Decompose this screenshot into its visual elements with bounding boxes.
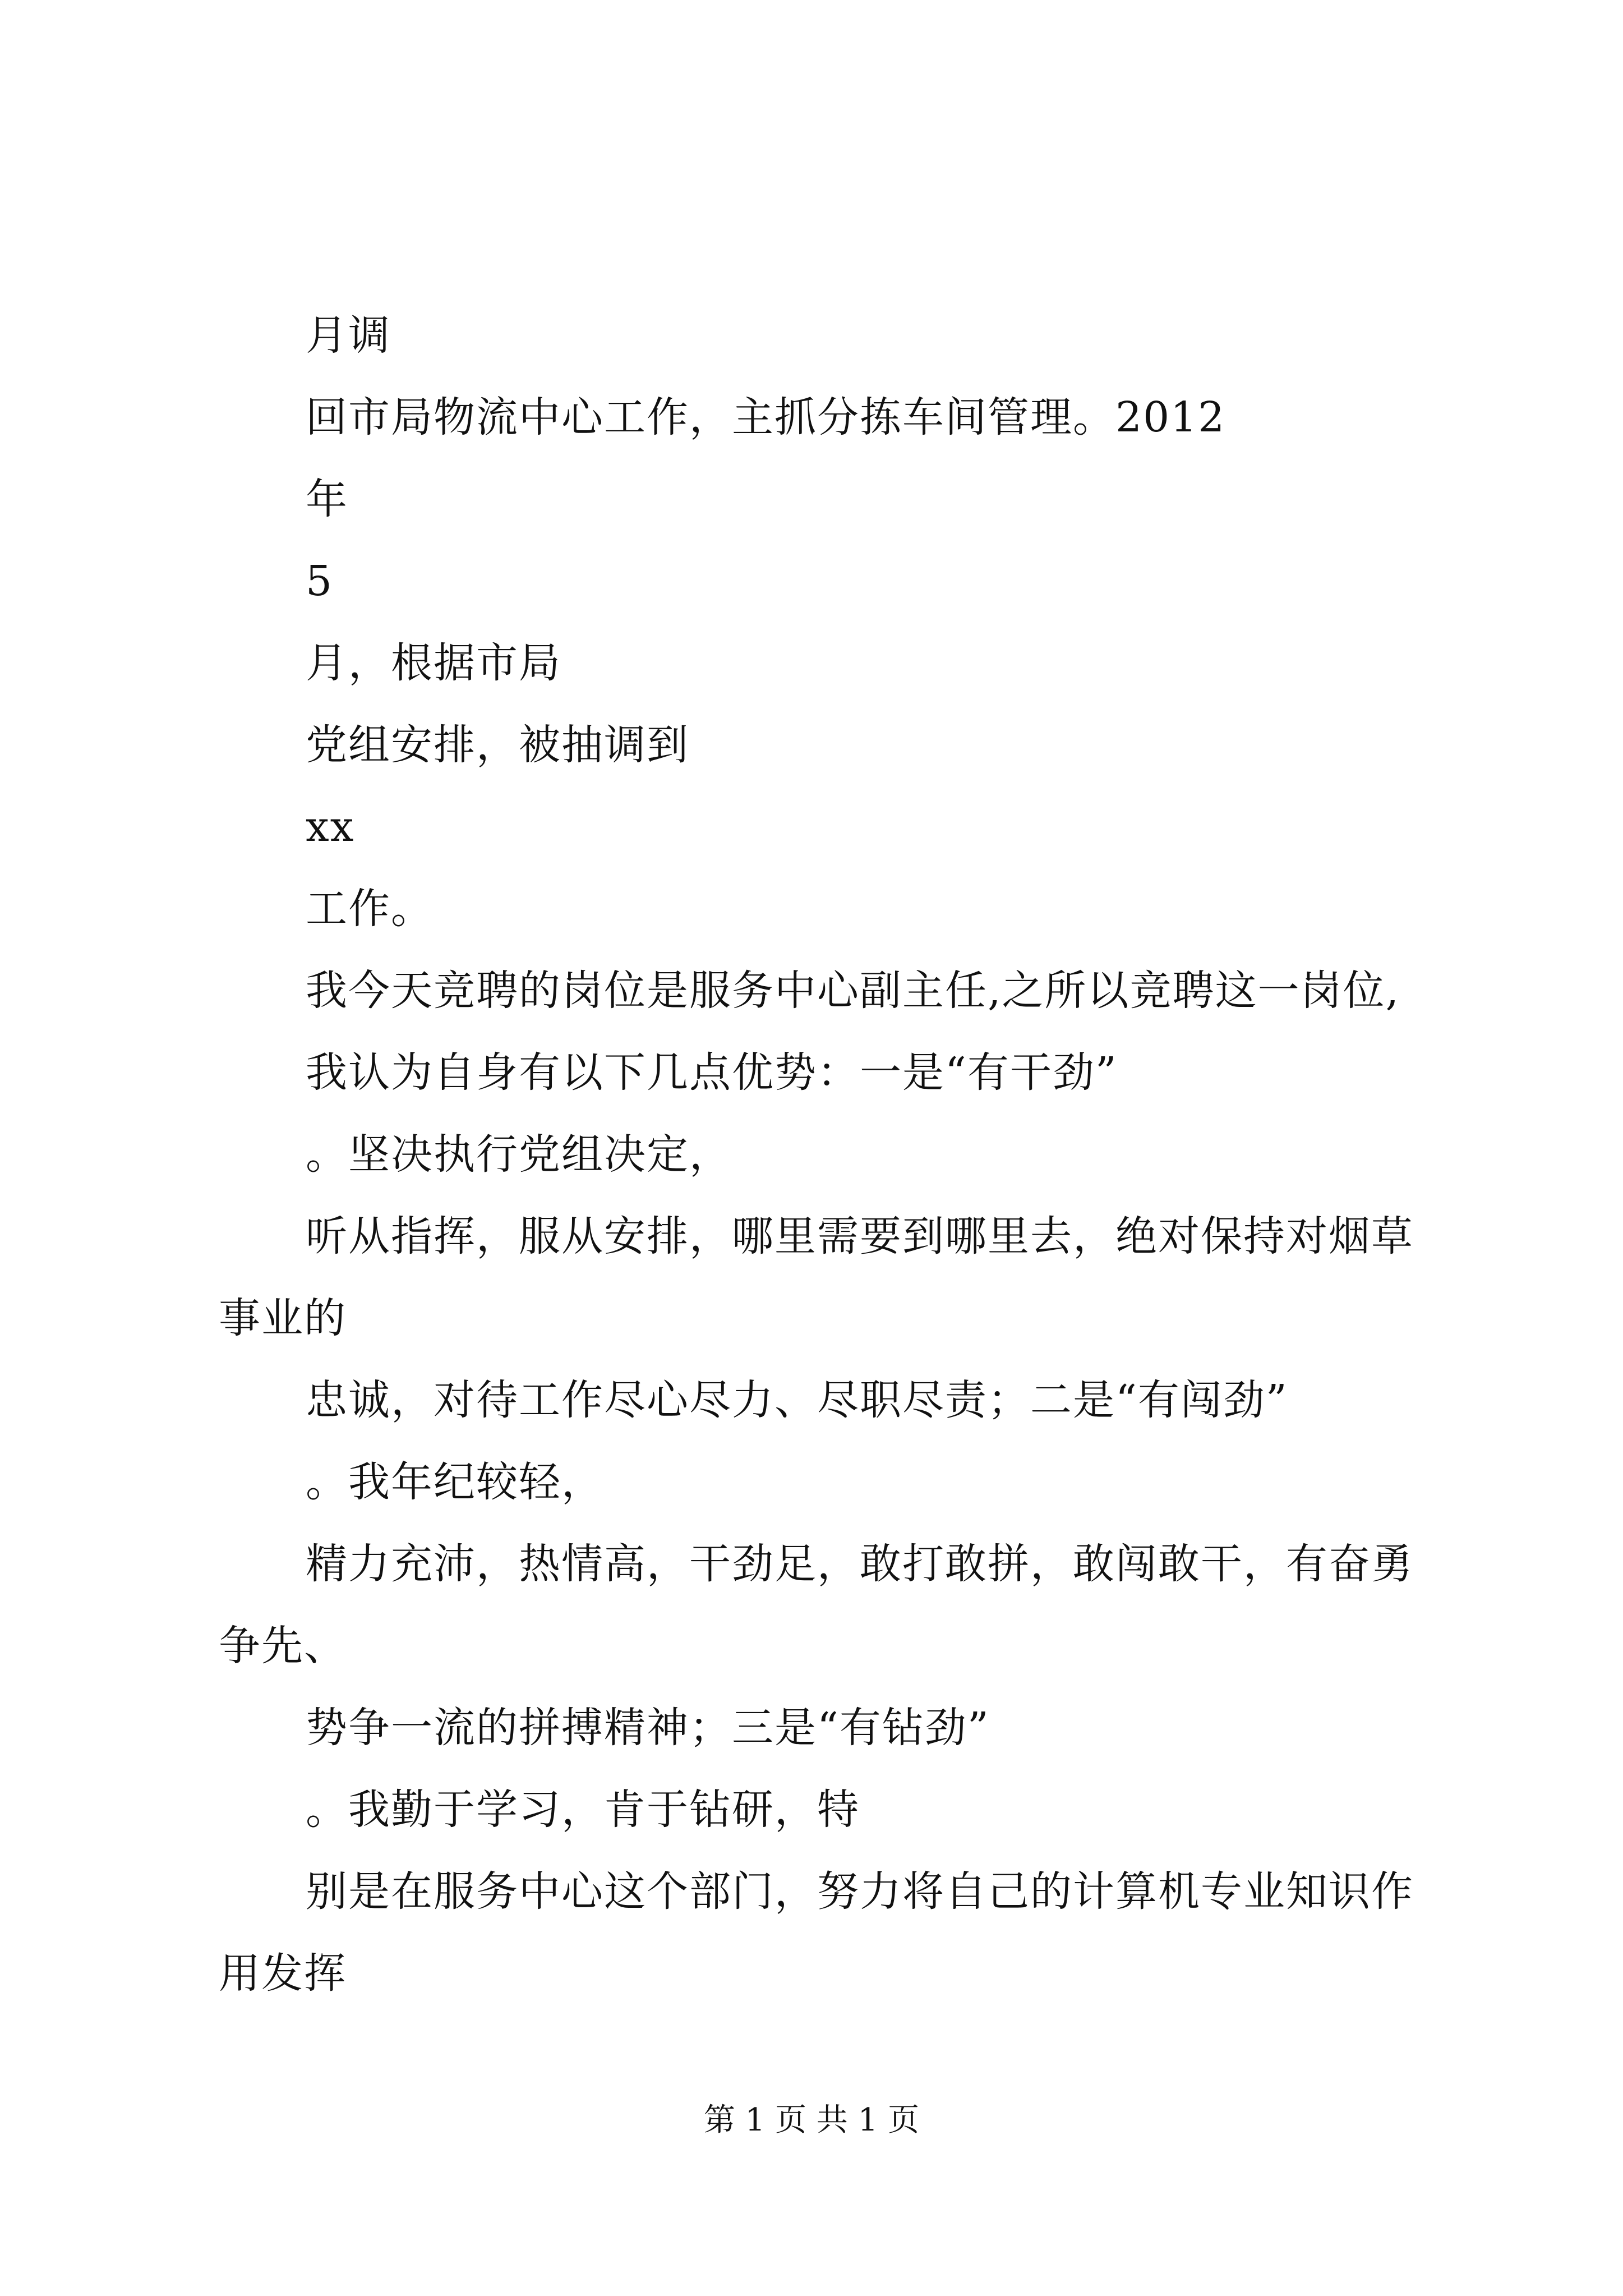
text-line: 我今天竞聘的岗位是服务中心副主任,之所以竞聘这一岗位, <box>306 967 1400 1015</box>
text-line: 党组安排，被抽调到 <box>306 721 689 769</box>
text-line: xx <box>306 803 355 851</box>
text-line: 。坚决执行党组决定， <box>306 1130 732 1179</box>
text-line: 工作。 <box>306 885 434 933</box>
page-number-footer: 第 1 页 共 1 页 <box>703 2102 920 2138</box>
text-line: 5 <box>306 557 334 605</box>
text-line: 用发挥 <box>219 1949 347 1998</box>
text-line: 精力充沛，热情高，干劲足，敢打敢拼，敢闯敢干，有奋勇 <box>306 1540 1414 1588</box>
text-line: 事业的 <box>219 1294 347 1342</box>
text-line: 忠诚，对待工作尽心尽力、尽职尽责；二是“有闯劲” <box>306 1376 1288 1424</box>
text-line: 月，根据市局 <box>306 639 561 687</box>
text-line: 我认为自身有以下几点优势：一是“有干劲” <box>306 1048 1118 1097</box>
text-line: 争先、 <box>219 1622 347 1670</box>
text-line: 势争一流的拼搏精神；三是“有钻劲” <box>306 1704 990 1752</box>
text-line: 。我年纪较轻， <box>306 1458 604 1506</box>
text-line: 别是在服务中心这个部门，努力将自己的计算机专业知识作 <box>306 1867 1414 1916</box>
text-line: 年 <box>306 475 348 523</box>
text-line: 。我勤于学习，肯于钻研，特 <box>306 1786 860 1834</box>
text-line: 听从指挥，服从安排，哪里需要到哪里去，绝对保持对烟草 <box>306 1212 1414 1260</box>
text-line: 回市局物流中心工作，主抓分拣车间管理。2012 <box>306 393 1226 441</box>
text-line: 月调 <box>306 311 391 360</box>
